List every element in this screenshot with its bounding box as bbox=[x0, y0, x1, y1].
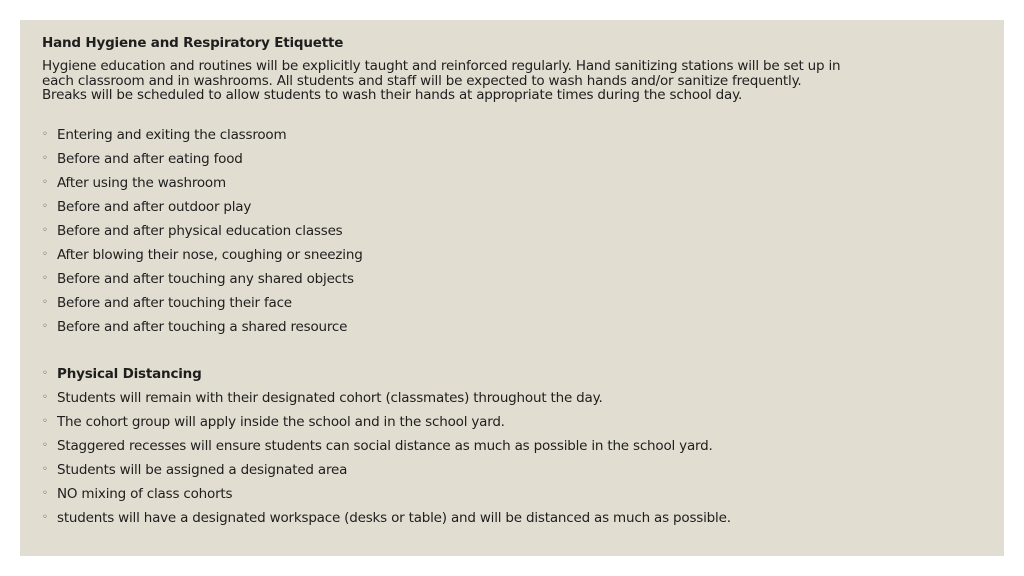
bullet-icon: ◦ bbox=[42, 129, 48, 140]
list-item: ◦ Students will be assigned a designated area bbox=[42, 458, 731, 482]
bullet-icon: ◦ bbox=[42, 368, 48, 379]
bullet-list bbox=[42, 123, 731, 530]
bullet-icon: ◦ bbox=[42, 392, 48, 403]
list-item: ◦ NO mixing of class cohorts bbox=[42, 482, 731, 506]
list-item: ◦ Before and after touching any shared objects bbox=[42, 267, 731, 291]
bullet-icon: ◦ bbox=[42, 440, 48, 451]
bullet-icon: ◦ bbox=[42, 201, 48, 212]
list-item: ◦ Before and after touching their face bbox=[42, 291, 731, 315]
bullet-icon: ◦ bbox=[42, 416, 48, 427]
list-item: ◦ Before and after physical education classes bbox=[42, 219, 731, 243]
distancing-heading: ◦ Physical Distancing bbox=[42, 362, 731, 386]
list-item: ◦ After blowing their nose, coughing or sneezing bbox=[42, 243, 731, 267]
list-item: ◦ Before and after touching a shared resource bbox=[42, 315, 731, 339]
slide-content bbox=[20, 20, 1004, 556]
bullet-icon: ◦ bbox=[42, 464, 48, 475]
list-item: ◦ Entering and exiting the classroom bbox=[42, 123, 731, 147]
bullet-icon: ◦ bbox=[42, 225, 48, 236]
list-item: ◦ Before and after eating food bbox=[42, 147, 731, 171]
list-item: ◦ After using the washroom bbox=[42, 171, 731, 195]
bullet-icon: ◦ bbox=[42, 273, 48, 284]
bullet-icon: ◦ bbox=[42, 297, 48, 308]
list-item: ◦ The cohort group will apply inside the school and in the school yard. bbox=[42, 410, 731, 434]
list-item: ◦ students will have a designated workspace (desks or table) and will be distanced as much as possible. bbox=[42, 506, 731, 530]
bullet-icon: ◦ bbox=[42, 153, 48, 164]
intro-paragraph: Hygiene education and routines will be explicitly taught and reinforced regularly. Hand sanitizing stations will be set up in each classroom and in washrooms. All students and staff will be expected to wash hands and/or sanitize frequently. Breaks will be scheduled to allow students to wash their hands at appropriate times during the school day. bbox=[42, 58, 841, 103]
bullet-icon: ◦ bbox=[42, 488, 48, 499]
bullet-icon: ◦ bbox=[42, 321, 48, 332]
list-item: ◦ Staggered recesses will ensure students can social distance as much as possible in the school yard. bbox=[42, 434, 731, 458]
list-spacer bbox=[42, 339, 731, 362]
bullet-icon: ◦ bbox=[42, 177, 48, 188]
list-item: ◦ Before and after outdoor play bbox=[42, 195, 731, 219]
section-heading: Hand Hygiene and Respiratory Etiquette bbox=[42, 35, 344, 51]
bullet-icon: ◦ bbox=[42, 249, 48, 260]
list-item: ◦ Students will remain with their designated cohort (classmates) throughout the day. bbox=[42, 386, 731, 410]
bullet-icon: ◦ bbox=[42, 512, 48, 523]
